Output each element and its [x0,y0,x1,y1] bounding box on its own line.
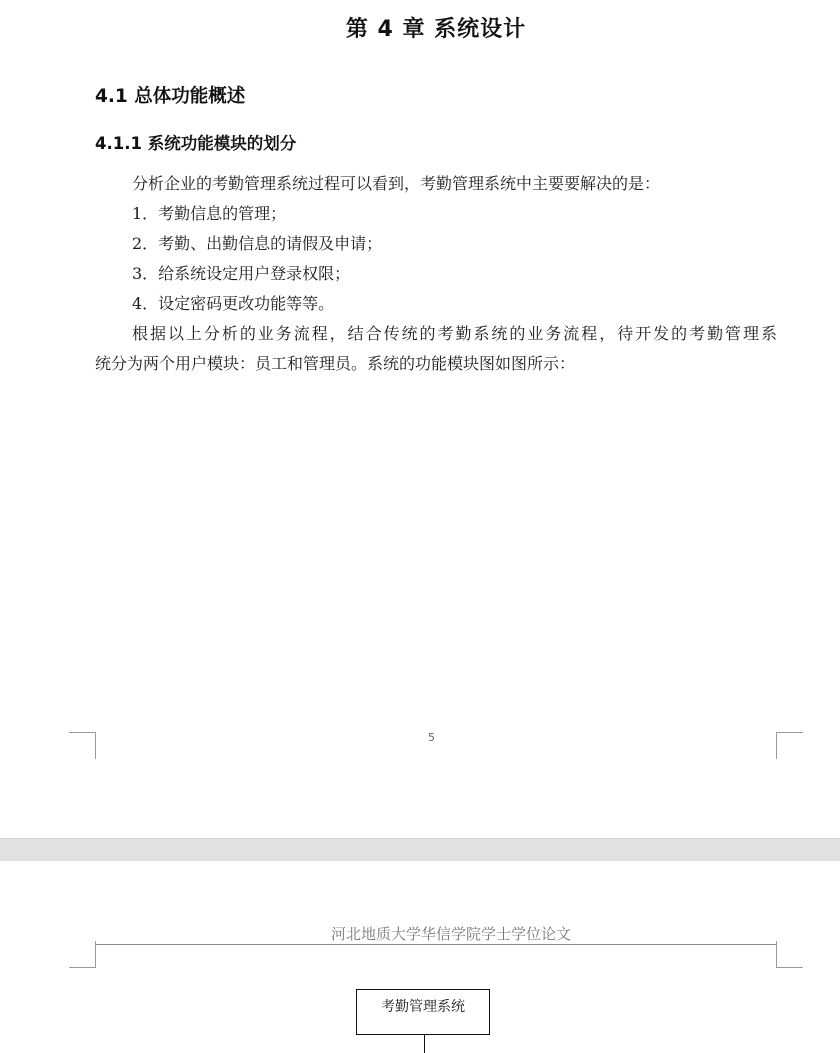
body-paragraph-line: 统分为两个用户模块：员工和管理员。系统的功能模块图如图所示： [95,354,576,373]
body-paragraph-line: 根据以上分析的业务流程，结合传统的考勤系统的业务流程，待开发的考勤管理系 [132,324,777,343]
list-item: 3．给系统设定用户登录权限； [132,264,351,283]
crop-mark-bottom-right [776,732,803,759]
diagram-connector [424,1035,425,1053]
header-rule [95,944,776,945]
diagram-root-label: 考勤管理系统 [381,999,465,1015]
list-item: 4．设定密码更改功能等等。 [132,294,335,313]
subsection-heading: 4.1.1 系统功能模块的划分 [95,134,297,153]
crop-mark-bottom-left [69,732,96,759]
body-paragraph-intro: 分析企业的考勤管理系统过程可以看到，考勤管理系统中主要要解决的是： [132,174,661,193]
page-separator [0,838,840,862]
diagram-root-node [356,989,490,1035]
list-item: 2．考勤、出勤信息的请假及申请； [132,234,383,253]
document-page [0,861,840,1053]
crop-mark-top-left [69,941,96,968]
crop-mark-top-right [776,941,803,968]
page-number: 5 [428,731,435,744]
list-item: 1．考勤信息的管理； [132,204,287,223]
section-heading: 4.1 总体功能概述 [95,86,246,107]
running-header: 河北地质大学华信学院学士学位论文 [330,925,571,943]
chapter-title: 第 4 章 系统设计 [345,17,527,42]
